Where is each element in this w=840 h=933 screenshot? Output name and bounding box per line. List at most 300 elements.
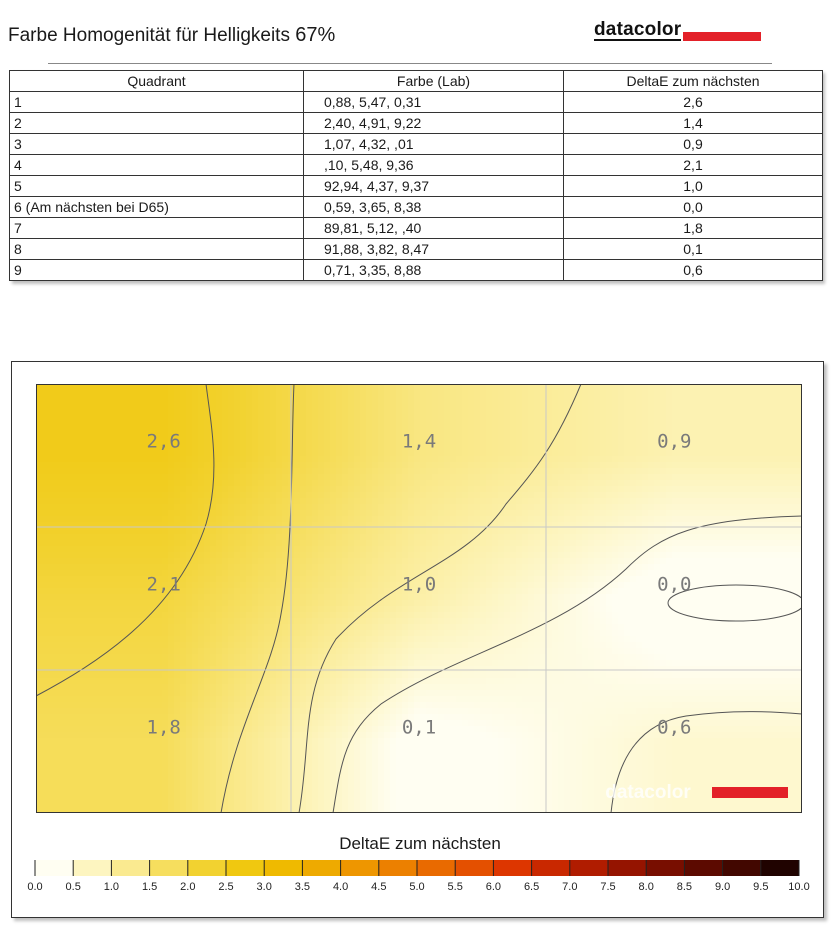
- heatmap-pixel: [726, 474, 733, 481]
- heatmap-pixel: [462, 588, 469, 595]
- heatmap-pixel: [384, 510, 391, 517]
- heatmap-pixel: [498, 498, 505, 505]
- heatmap-pixel: [96, 522, 103, 529]
- heatmap-pixel: [378, 402, 385, 409]
- heatmap-pixel: [600, 474, 607, 481]
- heatmap-pixel: [276, 546, 283, 553]
- heatmap-pixel: [126, 582, 133, 589]
- heatmap-pixel: [594, 540, 601, 547]
- heatmap-pixel: [594, 510, 601, 517]
- heatmap-pixel: [588, 480, 595, 487]
- heatmap-pixel: [618, 534, 625, 541]
- heatmap-pixel: [744, 576, 751, 583]
- heatmap-pixel: [708, 444, 715, 451]
- heatmap-pixel: [432, 540, 439, 547]
- heatmap-pixel: [600, 528, 607, 535]
- heatmap-pixel: [480, 552, 487, 559]
- heatmap-pixel: [750, 456, 757, 463]
- heatmap-pixel: [474, 408, 481, 415]
- heatmap-pixel: [498, 426, 505, 433]
- heatmap-pixel: [690, 516, 697, 523]
- heatmap-pixel: [420, 558, 427, 565]
- heatmap-pixel: [456, 438, 463, 445]
- heatmap-pixel: [264, 390, 271, 397]
- heatmap-pixel: [258, 540, 265, 547]
- heatmap-pixel: [336, 432, 343, 439]
- heatmap-pixel: [114, 576, 121, 583]
- heatmap-pixel: [648, 540, 655, 547]
- heatmap-pixel: [768, 528, 775, 535]
- heatmap-pixel: [606, 438, 613, 445]
- heatmap-pixel: [744, 474, 751, 481]
- heatmap-pixel: [660, 552, 667, 559]
- heatmap-pixel: [468, 420, 475, 427]
- heatmap-pixel: [444, 432, 451, 439]
- heatmap-pixel: [642, 504, 649, 511]
- heatmap-pixel: [708, 552, 715, 559]
- heatmap-pixel: [546, 390, 553, 397]
- heatmap-pixel: [318, 456, 325, 463]
- heatmap-pixel: [774, 606, 781, 613]
- heatmap-pixel: [354, 438, 361, 445]
- heatmap-pixel: [240, 474, 247, 481]
- heatmap-pixel: [324, 462, 331, 469]
- heatmap-pixel: [258, 444, 265, 451]
- heatmap-pixel: [426, 528, 433, 535]
- heatmap-pixel: [576, 564, 583, 571]
- heatmap-pixel: [420, 534, 427, 541]
- heatmap-pixel: [186, 546, 193, 553]
- heatmap-pixel: [534, 576, 541, 583]
- heatmap-pixel: [198, 462, 205, 469]
- heatmap-pixel: [342, 468, 349, 475]
- heatmap-pixel: [84, 444, 91, 451]
- heatmap-pixel: [126, 474, 133, 481]
- heatmap-pixel: [318, 396, 325, 403]
- heatmap-pixel: [114, 558, 121, 565]
- heatmap-pixel: [234, 552, 241, 559]
- heatmap-pixel: [612, 504, 619, 511]
- heatmap-pixel: [270, 522, 277, 529]
- heatmap-pixel: [408, 612, 415, 619]
- heatmap-pixel: [600, 564, 607, 571]
- heatmap-pixel: [516, 546, 523, 553]
- heatmap-pixel: [60, 492, 67, 499]
- heatmap-pixel: [618, 408, 625, 415]
- heatmap-pixel: [432, 468, 439, 475]
- heatmap-pixel: [72, 390, 79, 397]
- heatmap-pixel: [204, 420, 211, 427]
- heatmap-pixel: [774, 540, 781, 547]
- heatmap-pixel: [294, 570, 301, 577]
- heatmap-pixel: [180, 408, 187, 415]
- heatmap-pixel: [618, 600, 625, 607]
- heatmap-pixel: [522, 426, 529, 433]
- heatmap-pixel: [696, 450, 703, 457]
- heatmap-pixel: [342, 612, 349, 619]
- heatmap-pixel: [438, 564, 445, 571]
- heatmap-pixel: [60, 534, 67, 541]
- heatmap-pixel: [594, 498, 601, 505]
- heatmap-pixel: [294, 564, 301, 571]
- heatmap-pixel: [132, 576, 139, 583]
- heatmap-pixel: [276, 540, 283, 547]
- heatmap-pixel: [90, 600, 97, 607]
- heatmap-pixel: [360, 420, 367, 427]
- heatmap-pixel: [90, 414, 97, 421]
- heatmap-pixel: [636, 432, 643, 439]
- heatmap-pixel: [510, 612, 517, 619]
- heatmap-pixel: [312, 576, 319, 583]
- heatmap-pixel: [606, 546, 613, 553]
- heatmap-pixel: [396, 486, 403, 493]
- heatmap-pixel: [204, 540, 211, 547]
- heatmap-pixel: [210, 522, 217, 529]
- heatmap-pixel: [252, 432, 259, 439]
- heatmap-pixel: [498, 540, 505, 547]
- heatmap-pixel: [60, 444, 67, 451]
- heatmap-pixel: [264, 432, 271, 439]
- heatmap-pixel: [54, 600, 61, 607]
- heatmap-pixel: [108, 522, 115, 529]
- heatmap-pixel: [786, 414, 793, 421]
- heatmap-pixel: [342, 432, 349, 439]
- heatmap-pixel: [90, 582, 97, 589]
- heatmap-pixel: [270, 468, 277, 475]
- heatmap-pixel: [768, 474, 775, 481]
- heatmap-pixel: [528, 546, 535, 553]
- heatmap-pixel: [588, 486, 595, 493]
- heatmap-pixel: [282, 450, 289, 457]
- heatmap-pixel: [708, 456, 715, 463]
- heatmap-pixel: [576, 408, 583, 415]
- heatmap-pixel: [378, 510, 385, 517]
- heatmap-pixel: [552, 396, 559, 403]
- heatmap-pixel: [390, 498, 397, 505]
- heatmap-pixel: [54, 438, 61, 445]
- heatmap-pixel: [732, 396, 739, 403]
- heatmap-pixel: [234, 468, 241, 475]
- heatmap-pixel: [786, 396, 793, 403]
- heatmap-pixel: [102, 576, 109, 583]
- heatmap-pixel: [318, 402, 325, 409]
- heatmap-pixel: [156, 612, 163, 619]
- heatmap-pixel: [504, 480, 511, 487]
- heatmap-pixel: [342, 564, 349, 571]
- heatmap-pixel: [786, 474, 793, 481]
- heatmap-pixel: [96, 546, 103, 553]
- heatmap-pixel: [120, 540, 127, 547]
- heatmap-pixel: [324, 594, 331, 601]
- heatmap-pixel: [654, 552, 661, 559]
- heatmap-pixel: [216, 522, 223, 529]
- heatmap-pixel: [768, 402, 775, 409]
- heatmap-pixel: [564, 462, 571, 469]
- heatmap-pixel: [216, 510, 223, 517]
- heatmap-pixel: [348, 594, 355, 601]
- heatmap-pixel: [702, 498, 709, 505]
- heatmap-pixel: [648, 414, 655, 421]
- heatmap-pixel: [714, 498, 721, 505]
- heatmap-pixel: [600, 606, 607, 613]
- heatmap-pixel: [360, 570, 367, 577]
- heatmap-pixel: [198, 444, 205, 451]
- heatmap-pixel: [564, 468, 571, 475]
- heatmap-pixel: [246, 396, 253, 403]
- heatmap-pixel: [528, 414, 535, 421]
- heatmap-pixel: [294, 612, 301, 619]
- heatmap-pixel: [48, 564, 55, 571]
- heatmap-pixel: [456, 612, 463, 619]
- heatmap-pixel: [510, 432, 517, 439]
- heatmap-pixel: [240, 600, 247, 607]
- heatmap-pixel: [180, 504, 187, 511]
- heatmap-pixel: [732, 540, 739, 547]
- heatmap-pixel: [726, 414, 733, 421]
- heatmap-pixel: [768, 498, 775, 505]
- heatmap-pixel: [492, 444, 499, 451]
- heatmap-pixel: [336, 564, 343, 571]
- heatmap-pixel: [786, 438, 793, 445]
- heatmap-pixel: [588, 498, 595, 505]
- heatmap-pixel: [630, 570, 637, 577]
- heatmap-pixel: [384, 474, 391, 481]
- heatmap-pixel: [120, 612, 127, 619]
- heatmap-pixel: [762, 396, 769, 403]
- heatmap-pixel: [534, 582, 541, 589]
- heatmap-pixel: [672, 420, 679, 427]
- heatmap-pixel: [690, 402, 697, 409]
- heatmap-pixel: [708, 600, 715, 607]
- heatmap-pixel: [480, 588, 487, 595]
- title-percent: 67%: [295, 24, 336, 46]
- heatmap-pixel: [666, 540, 673, 547]
- heatmap-pixel: [702, 528, 709, 535]
- heatmap-pixel: [72, 564, 79, 571]
- cell-lab: 91,88, 3,82, 8,47: [304, 239, 564, 260]
- heatmap-pixel: [546, 480, 553, 487]
- heatmap-pixel: [246, 420, 253, 427]
- heatmap-pixel: [294, 540, 301, 547]
- heatmap-pixel: [612, 402, 619, 409]
- heatmap-pixel: [318, 540, 325, 547]
- heatmap-pixel: [762, 492, 769, 499]
- heatmap-pixel: [450, 510, 457, 517]
- heatmap-pixel: [480, 456, 487, 463]
- heatmap-pixel: [600, 546, 607, 553]
- heatmap-pixel: [342, 474, 349, 481]
- heatmap-pixel: [726, 552, 733, 559]
- heatmap-pixel: [378, 516, 385, 523]
- heatmap-pixel: [96, 510, 103, 517]
- heatmap-pixel: [240, 528, 247, 535]
- heatmap-pixel: [402, 492, 409, 499]
- heatmap-pixel: [66, 456, 73, 463]
- heatmap-pixel: [618, 420, 625, 427]
- heatmap-pixel: [156, 474, 163, 481]
- heatmap-pixel: [432, 546, 439, 553]
- heatmap-pixel: [378, 534, 385, 541]
- heatmap-pixel: [48, 552, 55, 559]
- heatmap-pixel: [372, 444, 379, 451]
- heatmap-pixel: [114, 588, 121, 595]
- heatmap-pixel: [792, 558, 799, 565]
- heatmap-pixel: [342, 510, 349, 517]
- heatmap-pixel: [546, 474, 553, 481]
- heatmap-pixel: [306, 468, 313, 475]
- heatmap-pixel: [186, 594, 193, 601]
- heatmap-pixel: [504, 492, 511, 499]
- heatmap-pixel: [270, 474, 277, 481]
- heatmap-pixel: [444, 612, 451, 619]
- heatmap-pixel: [726, 390, 733, 397]
- heatmap-pixel: [630, 474, 637, 481]
- heatmap-pixel: [576, 444, 583, 451]
- heatmap-pixel: [108, 534, 115, 541]
- heatmap-pixel: [738, 576, 745, 583]
- heatmap-pixel: [210, 516, 217, 523]
- heatmap-pixel: [258, 462, 265, 469]
- heatmap-pixel: [42, 588, 49, 595]
- heatmap-pixel: [738, 522, 745, 529]
- heatmap-pixel: [438, 600, 445, 607]
- heatmap-pixel: [624, 516, 631, 523]
- heatmap-pixel: [498, 402, 505, 409]
- heatmap-pixel: [210, 462, 217, 469]
- heatmap-pixel: [792, 438, 799, 445]
- heatmap-pixel: [306, 558, 313, 565]
- heatmap-pixel: [552, 444, 559, 451]
- heatmap-pixel: [144, 510, 151, 517]
- heatmap-pixel: [696, 504, 703, 511]
- heatmap-pixel: [408, 528, 415, 535]
- heatmap-pixel: [192, 456, 199, 463]
- heatmap-pixel: [240, 390, 247, 397]
- heatmap-pixel: [360, 438, 367, 445]
- heatmap-pixel: [66, 576, 73, 583]
- heatmap-pixel: [42, 534, 49, 541]
- heatmap-pixel: [300, 480, 307, 487]
- heatmap-pixel: [564, 600, 571, 607]
- heatmap-pixel: [588, 588, 595, 595]
- heatmap-pixel: [120, 492, 127, 499]
- heatmap-pixel: [210, 546, 217, 553]
- heatmap-pixel: [138, 582, 145, 589]
- heatmap-pixel: [792, 474, 799, 481]
- heatmap-pixel: [756, 576, 763, 583]
- heatmap-pixel: [324, 420, 331, 427]
- heatmap-pixel: [384, 540, 391, 547]
- heatmap-pixel: [252, 510, 259, 517]
- heatmap-pixel: [582, 600, 589, 607]
- heatmap-pixel: [774, 486, 781, 493]
- heatmap-pixel: [420, 492, 427, 499]
- heatmap-pixel: [756, 498, 763, 505]
- heatmap-pixel: [186, 606, 193, 613]
- heatmap-pixel: [522, 606, 529, 613]
- heatmap-pixel: [696, 468, 703, 475]
- heatmap-pixel: [150, 510, 157, 517]
- cell-deltae: 0,9: [564, 134, 823, 155]
- heatmap-pixel: [120, 504, 127, 511]
- heatmap-pixel: [48, 612, 55, 619]
- heatmap-pixel: [180, 444, 187, 451]
- heatmap-pixel: [726, 558, 733, 565]
- heatmap-pixel: [222, 510, 229, 517]
- heatmap-pixel: [60, 498, 67, 505]
- heatmap-pixel: [642, 402, 649, 409]
- heatmap-pixel: [396, 456, 403, 463]
- heatmap-pixel: [666, 528, 673, 535]
- heatmap-pixel: [708, 402, 715, 409]
- heatmap-pixel: [516, 408, 523, 415]
- heatmap-pixel: [468, 600, 475, 607]
- heatmap-pixel: [222, 588, 229, 595]
- heatmap-pixel: [222, 414, 229, 421]
- heatmap-pixel: [612, 558, 619, 565]
- heatmap-pixel: [114, 510, 121, 517]
- heatmap-pixel: [786, 432, 793, 439]
- heatmap-pixel: [72, 552, 79, 559]
- heatmap-pixel: [66, 474, 73, 481]
- heatmap-pixel: [132, 486, 139, 493]
- heatmap-pixel: [738, 420, 745, 427]
- heatmap-pixel: [78, 594, 85, 601]
- heatmap-pixel: [132, 444, 139, 451]
- heatmap-pixel: [792, 468, 799, 475]
- heatmap-pixel: [594, 486, 601, 493]
- heatmap-pixel: [180, 558, 187, 565]
- heatmap-pixel: [252, 552, 259, 559]
- heatmap-pixel: [396, 528, 403, 535]
- heatmap-pixel: [234, 570, 241, 577]
- heatmap-pixel: [300, 456, 307, 463]
- heatmap-pixel: [54, 426, 61, 433]
- heatmap-pixel: [528, 558, 535, 565]
- heatmap-pixel: [702, 438, 709, 445]
- heatmap-pixel: [474, 486, 481, 493]
- heatmap-pixel: [234, 564, 241, 571]
- heatmap-pixel: [324, 558, 331, 565]
- heatmap-pixel: [678, 468, 685, 475]
- heatmap-pixel: [306, 462, 313, 469]
- heatmap-pixel: [126, 402, 133, 409]
- heatmap-pixel: [624, 510, 631, 517]
- heatmap-pixel: [342, 492, 349, 499]
- heatmap-pixel: [366, 570, 373, 577]
- heatmap-pixel: [342, 606, 349, 613]
- heatmap-pixel: [132, 528, 139, 535]
- heatmap-pixel: [666, 414, 673, 421]
- heatmap-pixel: [102, 486, 109, 493]
- heatmap-pixel: [108, 552, 115, 559]
- heatmap-pixel: [528, 504, 535, 511]
- heatmap-pixel: [96, 600, 103, 607]
- heatmap-pixel: [546, 498, 553, 505]
- heatmap-pixel: [66, 426, 73, 433]
- heatmap-pixel: [360, 474, 367, 481]
- heatmap-pixel: [264, 564, 271, 571]
- heatmap-pixel: [762, 534, 769, 541]
- heatmap-pixel: [306, 432, 313, 439]
- heatmap-pixel: [618, 516, 625, 523]
- heatmap-pixel: [648, 486, 655, 493]
- heatmap-pixel: [84, 576, 91, 583]
- heatmap-pixel: [510, 576, 517, 583]
- heatmap-pixel: [102, 408, 109, 415]
- heatmap-pixel: [396, 390, 403, 397]
- heatmap-pixel: [786, 504, 793, 511]
